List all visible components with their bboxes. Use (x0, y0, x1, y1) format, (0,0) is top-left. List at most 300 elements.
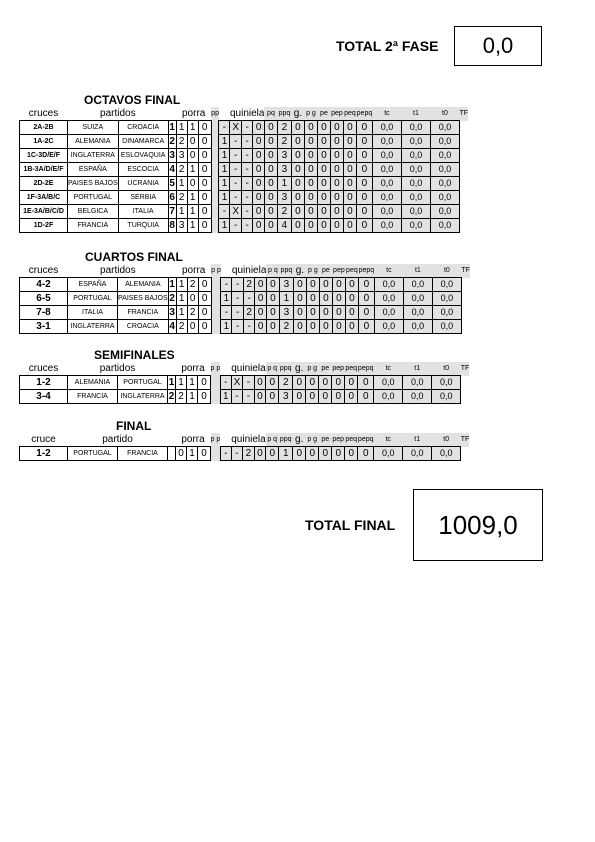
cell-pq: 0 (253, 205, 265, 219)
table-row (20, 447, 470, 461)
cell-q1: - (220, 376, 231, 390)
cell-t0: 0,0 (401, 205, 430, 219)
cell-gap (211, 135, 219, 149)
cell-peq: 0 (332, 320, 345, 334)
cell-q1: - (219, 121, 230, 135)
header-pq: pq (264, 107, 277, 121)
header-blank (168, 362, 176, 376)
cell-gap (211, 191, 219, 205)
cell-t1: 0,0 (372, 121, 401, 135)
cell-num: 1 (168, 377, 175, 388)
cell-pq: 0 (253, 219, 265, 233)
cell-q2: - (232, 278, 243, 292)
cell-tc: 0 (358, 278, 374, 292)
cell-pepq: 0 (343, 163, 356, 177)
cell-cruce: 1-2 (20, 376, 68, 390)
cell-gap (211, 177, 219, 191)
header-quiniela: quiniela (231, 265, 267, 276)
cell-g2: 0 (187, 135, 198, 149)
cell-away: CROACIA (118, 320, 169, 334)
cell-q2: - (230, 191, 241, 205)
cell-g2: 1 (187, 205, 198, 219)
table-row (20, 376, 470, 390)
header-t0: t0 (430, 107, 459, 121)
cell-q2: - (231, 390, 242, 404)
cell-tc: 0 (358, 292, 374, 306)
cell-pq: 0 (255, 278, 267, 292)
cell-t1: 0,0 (374, 447, 403, 461)
cell-pep: 0 (317, 191, 330, 205)
cell-g: 3 (277, 163, 291, 177)
cell-q3: - (241, 149, 252, 163)
cell-pg: 0 (291, 205, 304, 219)
cell-g1: 3 (176, 149, 187, 163)
cell-ppq: 0 (264, 149, 277, 163)
cell-t0: 0,0 (403, 376, 432, 390)
cell-peq: 0 (332, 447, 345, 461)
cell-q1: 1 (219, 149, 230, 163)
cell-g: 3 (279, 278, 293, 292)
cell-num: 8 (169, 220, 175, 231)
header-blank (168, 433, 176, 447)
cell-pepq: 0 (345, 376, 358, 390)
cell-home: ITALIA (68, 306, 118, 320)
cell-tf: 0,0 (430, 205, 459, 219)
cell-pepq: 0 (343, 149, 356, 163)
cell-gap (211, 149, 219, 163)
cell-pep: 0 (317, 163, 330, 177)
cell-q1: 1 (219, 191, 230, 205)
cell-tc: 0 (356, 149, 372, 163)
cell-home: ALEMANIA (68, 135, 119, 149)
cell-cruce: 1-2 (20, 447, 68, 461)
cell-g1: 2 (176, 163, 187, 177)
cell-ppq: 0 (266, 376, 279, 390)
cell-pepq: 0 (343, 205, 356, 219)
cell-num: 2 (169, 293, 175, 304)
cell-g: 2 (279, 320, 293, 334)
total-2a-fase (336, 26, 542, 66)
cell-cruce: 7-8 (20, 306, 68, 320)
cell-ppq: 0 (264, 163, 277, 177)
cell-q3: - (241, 205, 252, 219)
cell-g1: 1 (176, 278, 187, 292)
score-table (19, 264, 471, 334)
cell-ppq: 0 (264, 191, 277, 205)
cell-pq: 0 (255, 292, 267, 306)
cell-q2: - (232, 320, 243, 334)
cell-pepq: 0 (345, 306, 358, 320)
table-header (20, 433, 470, 447)
header-partidos: partidos (100, 265, 136, 276)
cell-tf: 0,0 (432, 390, 461, 404)
cell-t1: 0,0 (374, 292, 403, 306)
header-pq: p q (266, 433, 279, 447)
cell-pepq: 0 (343, 135, 356, 149)
cell-pep: 0 (319, 292, 332, 306)
cell-ppq: 0 (264, 219, 277, 233)
cell-peq: 0 (332, 278, 345, 292)
cell-pp: 0 (198, 390, 211, 404)
header-pp: p p (211, 264, 221, 278)
cell-pepq: 0 (345, 278, 358, 292)
table-row (20, 177, 469, 191)
table-header (20, 107, 469, 121)
cell-away: PAISES BAJOS (118, 292, 169, 306)
score-table (19, 362, 470, 404)
cell-t1: 0,0 (372, 191, 401, 205)
table-row (20, 191, 469, 205)
cell-peq: 0 (330, 219, 343, 233)
cell-pg: 0 (291, 219, 304, 233)
cell-pg: 0 (291, 149, 304, 163)
cell-t1: 0,0 (372, 135, 401, 149)
cell-pe: 0 (306, 376, 319, 390)
header-porra: porra (181, 363, 205, 374)
cell-t1: 0,0 (372, 149, 401, 163)
cell-tc: 0 (358, 306, 374, 320)
cell-pp: 0 (198, 177, 211, 191)
cell-q2: - (230, 219, 241, 233)
header-cruces: cruces (28, 363, 59, 374)
cell-t1: 0,0 (374, 320, 403, 334)
header-partidos: partidos (99, 363, 136, 374)
header-blank (221, 264, 232, 278)
cell-q3: - (241, 163, 252, 177)
header-tf: TF (459, 107, 468, 121)
cell-q3: - (241, 135, 252, 149)
cell-gap (211, 205, 219, 219)
cell-gap (211, 163, 219, 177)
cell-q3: 2 (243, 447, 254, 461)
cell-pq: 0 (254, 376, 266, 390)
section-final (19, 419, 470, 461)
cell-tc: 0 (358, 447, 374, 461)
table-row (20, 219, 469, 233)
cell-away: FRANCIA (118, 306, 169, 320)
cell-pq: 0 (254, 390, 266, 404)
cell-pe: 0 (306, 278, 319, 292)
cell-q3: 2 (243, 278, 254, 292)
cell-pe: 0 (304, 177, 317, 191)
cell-g2: 0 (187, 320, 198, 334)
cell-q2: - (230, 177, 241, 191)
header-pg: p g (306, 264, 319, 278)
header-pp: p p (211, 362, 221, 376)
cell-tc: 0 (358, 390, 374, 404)
cell-g1: 1 (176, 177, 187, 191)
cell-pg: 0 (293, 376, 306, 390)
cell-g1: 1 (176, 205, 187, 219)
cell-pe: 0 (306, 292, 319, 306)
cell-tc: 0 (356, 177, 372, 191)
header-cruces: cruces (28, 265, 59, 276)
cell-pp: 0 (198, 320, 211, 334)
header-ppq: ppq (279, 433, 293, 447)
cell-home: PORTUGAL (68, 447, 118, 461)
cell-home: BELGICA (68, 205, 119, 219)
cell-g1: 1 (176, 121, 187, 135)
cell-q3: - (241, 121, 252, 135)
cell-pq: 0 (254, 447, 266, 461)
cell-t0: 0,0 (403, 278, 432, 292)
table-row (20, 292, 471, 306)
cell-pg: 0 (291, 121, 304, 135)
cell-ppq: 0 (266, 447, 279, 461)
cell-g1: 2 (176, 320, 187, 334)
cell-pepq: 0 (343, 177, 356, 191)
header-cruces: cruces (28, 108, 59, 119)
cell-gap (211, 278, 221, 292)
cell-q1: 1 (219, 219, 230, 233)
header-pepq: pepq (358, 264, 374, 278)
cell-peq: 0 (330, 135, 343, 149)
cell-t1: 0,0 (372, 163, 401, 177)
header-t0: t0 (432, 362, 461, 376)
cell-tc: 0 (358, 320, 374, 334)
cell-cruce: 1A-2C (20, 135, 68, 149)
header-g: g. (293, 433, 306, 447)
header-partidos: partido (102, 434, 133, 445)
cell-pep: 0 (319, 278, 332, 292)
cell-pp: 0 (198, 191, 211, 205)
cell-pepq: 0 (345, 390, 358, 404)
cell-pepq: 0 (343, 121, 356, 135)
header-pg: p g (304, 107, 317, 121)
cell-away: ESLOVAQUIA (118, 149, 168, 163)
cell-pe: 0 (306, 306, 319, 320)
cell-q3: - (241, 177, 252, 191)
cell-t0: 0,0 (403, 447, 432, 461)
cell-q1: 1 (221, 292, 232, 306)
cell-g: 3 (279, 390, 293, 404)
cell-tf: 0,0 (432, 320, 461, 334)
cell-peq: 0 (332, 306, 345, 320)
cell-g: 3 (277, 191, 291, 205)
cell-g2: 1 (187, 447, 198, 461)
cell-peq: 0 (332, 390, 345, 404)
cell-gap (211, 390, 221, 404)
header-blank (220, 433, 231, 447)
cell-g: 1 (277, 177, 291, 191)
cell-cruce: 1E-3A/B/C/D (20, 205, 68, 219)
cell-num: 5 (169, 178, 175, 189)
cell-pp: 0 (198, 135, 211, 149)
cell-t1: 0,0 (374, 390, 403, 404)
cell-gap (211, 447, 221, 461)
cell-peq: 0 (332, 376, 345, 390)
cell-away: CROACIA (118, 121, 168, 135)
header-ppq: ppq (279, 362, 293, 376)
cell-home: PAISES BAJOS (68, 177, 119, 191)
cell-pp: 0 (198, 447, 211, 461)
header-g: g. (293, 362, 306, 376)
cell-t1: 0,0 (374, 376, 403, 390)
header-peq: peq (345, 264, 358, 278)
cell-pg: 0 (291, 177, 304, 191)
cell-g2: 1 (187, 390, 198, 404)
cell-home: SUIZA (68, 121, 119, 135)
cell-t1: 0,0 (372, 219, 401, 233)
cell-g: 2 (277, 121, 291, 135)
cell-home: ESPAÑA (68, 278, 118, 292)
cell-pq: 0 (255, 306, 267, 320)
cell-g2: 1 (187, 219, 198, 233)
header-pp: p p (211, 433, 221, 447)
cell-gap (211, 292, 221, 306)
cell-pq: 0 (253, 149, 265, 163)
cell-tf: 0,0 (430, 191, 459, 205)
cell-t1: 0,0 (372, 177, 401, 191)
cell-q1: - (220, 447, 231, 461)
cell-cruce: 3-1 (20, 320, 68, 334)
cell-g2: 1 (187, 191, 198, 205)
header-ppq: ppq (279, 264, 293, 278)
cell-num: 3 (169, 150, 175, 161)
cell-g2: 2 (187, 278, 198, 292)
cell-tf: 0,0 (432, 376, 461, 390)
cell-num: 4 (169, 164, 175, 175)
cell-pe: 0 (306, 447, 319, 461)
cell-pp: 0 (198, 278, 211, 292)
header-tf: TF (461, 433, 470, 447)
score-table (19, 107, 469, 233)
cell-q2: X (230, 205, 241, 219)
cell-gap (211, 219, 219, 233)
cell-pe: 0 (306, 320, 319, 334)
total-final (305, 489, 543, 561)
cell-q3: - (243, 320, 254, 334)
cell-g1: 2 (176, 135, 187, 149)
cell-pep: 0 (317, 135, 330, 149)
cell-pep: 0 (319, 390, 332, 404)
cell-pp: 0 (198, 121, 211, 135)
cell-g2: 1 (187, 121, 198, 135)
cell-q1: - (221, 306, 232, 320)
cell-pe: 0 (304, 191, 317, 205)
cell-tf: 0,0 (432, 447, 461, 461)
cell-t0: 0,0 (403, 306, 432, 320)
header-partidos: partidos (100, 108, 136, 119)
cell-t0: 0,0 (401, 149, 430, 163)
cell-ppq: 0 (264, 121, 277, 135)
cell-g: 4 (277, 219, 291, 233)
cell-num (168, 447, 176, 461)
header-porra: porra (181, 434, 205, 445)
cell-gap (211, 376, 221, 390)
cell-pe: 0 (304, 205, 317, 219)
cell-pe: 0 (304, 121, 317, 135)
cell-pepq: 0 (343, 219, 356, 233)
cell-away: ALEMANIA (118, 278, 169, 292)
cell-g: 1 (279, 447, 293, 461)
section-octavos-final (19, 93, 469, 233)
cell-q2: - (230, 149, 241, 163)
header-t0: t0 (432, 264, 461, 278)
cell-pg: 0 (291, 163, 304, 177)
cell-ppq: 0 (266, 390, 279, 404)
cell-g1: 1 (176, 376, 187, 390)
total-2a-fase-label: TOTAL 2ª FASE (336, 38, 439, 54)
cell-away: SERBIA (118, 191, 168, 205)
header-ppq: ppq (277, 107, 291, 121)
cell-peq: 0 (330, 121, 343, 135)
cell-ppq: 0 (266, 278, 279, 292)
cell-q2: - (230, 135, 241, 149)
score-table (19, 433, 470, 461)
cell-pq: 0 (253, 135, 265, 149)
cell-q2: - (232, 306, 243, 320)
cell-home: FRANCIA (68, 390, 118, 404)
total-final-label: TOTAL FINAL (305, 517, 396, 533)
header-pp: pp (211, 107, 219, 121)
table-row (20, 163, 469, 177)
cell-pg: 0 (291, 191, 304, 205)
cell-num: 2 (169, 136, 175, 147)
cell-g1: 0 (176, 447, 187, 461)
header-pq: p q (266, 264, 279, 278)
cell-tf: 0,0 (430, 177, 459, 191)
table-row (20, 306, 471, 320)
cell-q1: 1 (220, 390, 231, 404)
cell-t0: 0,0 (403, 390, 432, 404)
cell-pe: 0 (306, 390, 319, 404)
cell-pq: 0 (253, 177, 265, 191)
header-pe: pe (319, 264, 332, 278)
cell-tc: 0 (356, 163, 372, 177)
cell-pp: 0 (198, 219, 211, 233)
header-tc: tc (374, 362, 403, 376)
cell-g: 1 (279, 292, 293, 306)
cell-tf: 0,0 (430, 163, 459, 177)
cell-home: ALEMANIA (68, 376, 118, 390)
header-pe: pe (317, 107, 330, 121)
cell-cruce: 4-2 (20, 278, 68, 292)
cell-g1: 2 (176, 191, 187, 205)
cell-tc: 0 (356, 219, 372, 233)
cell-away: ITALIA (118, 205, 168, 219)
cell-tc: 0 (356, 191, 372, 205)
cell-q3: 2 (243, 306, 254, 320)
cell-pep: 0 (319, 306, 332, 320)
header-cruces: cruce (31, 434, 56, 445)
cell-pep: 0 (317, 219, 330, 233)
cell-home: ESPAÑA (68, 163, 119, 177)
cell-g1: 1 (176, 292, 187, 306)
cell-q1: 1 (219, 135, 230, 149)
cell-t0: 0,0 (401, 163, 430, 177)
cell-pe: 0 (304, 135, 317, 149)
header-tc: tc (372, 107, 401, 121)
cell-q2: - (230, 163, 241, 177)
header-t0: t0 (432, 433, 461, 447)
cell-t0: 0,0 (401, 121, 430, 135)
cell-g: 2 (277, 135, 291, 149)
cell-t1: 0,0 (372, 205, 401, 219)
section-semifinales (19, 348, 470, 404)
header-pepq: pepq (358, 362, 374, 376)
header-blank (168, 107, 176, 121)
cell-tc: 0 (356, 121, 372, 135)
cell-pp: 0 (198, 163, 211, 177)
cell-pq: 0 (253, 163, 265, 177)
header-porra: porra (181, 108, 206, 119)
cell-g1: 3 (176, 219, 187, 233)
cell-pp: 0 (198, 292, 211, 306)
cell-g1: 2 (176, 390, 187, 404)
cell-pepq: 0 (345, 447, 358, 461)
cell-t0: 0,0 (401, 177, 430, 191)
